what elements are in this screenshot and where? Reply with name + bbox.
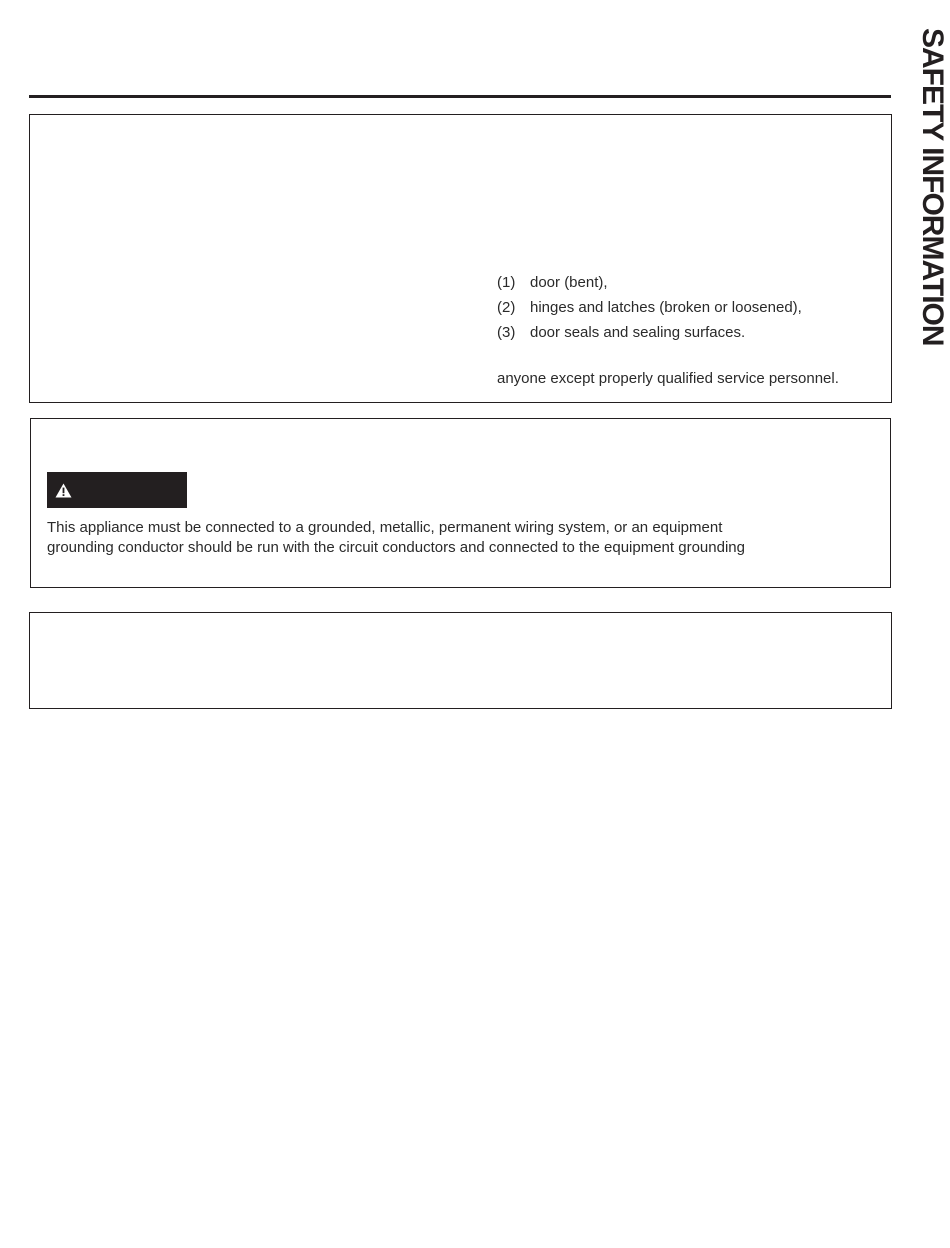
microwave-exposure-box xyxy=(29,114,892,403)
grounding-instructions xyxy=(47,518,867,558)
warning-label xyxy=(47,472,187,508)
list-item-text: hinges and latches (broken or loosened), xyxy=(530,299,802,316)
list-item-number: (1) xyxy=(497,274,516,291)
warning-triangle-icon xyxy=(55,483,72,498)
grounding-warning-box xyxy=(30,418,891,588)
list-item xyxy=(497,320,802,345)
grounding-line: grounding conductor should be run with the circuit conductors and connected to the equipment grounding xyxy=(47,539,745,556)
header-rule xyxy=(29,95,891,98)
list-item-number: (2) xyxy=(497,299,516,316)
section-side-tab: SAFETY INFORMATION xyxy=(916,28,949,346)
grounding-line: This appliance must be connected to a grounded, metallic, permanent wiring system, or an equipment xyxy=(47,519,723,536)
list-item-text: door (bent), xyxy=(530,274,608,291)
list-item xyxy=(497,295,802,320)
damage-list xyxy=(497,270,802,345)
notice-box xyxy=(29,612,892,709)
list-item-text: door seals and sealing surfaces. xyxy=(530,324,746,341)
service-personnel-text: anyone except properly qualified service personnel. xyxy=(497,370,839,387)
list-item-number: (3) xyxy=(497,324,516,341)
list-item xyxy=(497,270,802,295)
